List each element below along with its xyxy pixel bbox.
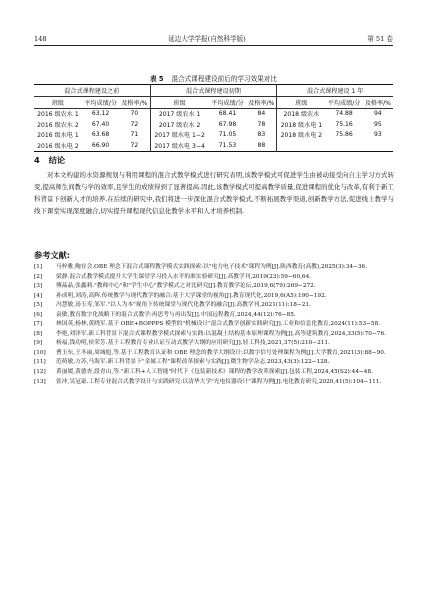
table-cell: 67.98 [218, 120, 237, 128]
table-cell [325, 140, 362, 151]
column-header: 平均成绩/分 [82, 97, 119, 109]
column-header: 平均成绩/分 [325, 97, 362, 109]
reference-item [34, 358, 394, 368]
reference-number: [11] [34, 359, 46, 366]
reference-item [34, 339, 394, 349]
column-header: 班级 [277, 97, 325, 109]
section-heading-conclusion [34, 155, 65, 166]
table-row [34, 140, 393, 151]
reference-number: [7] [34, 321, 43, 328]
table-cell: 84 [257, 110, 266, 118]
column-header: 及格率/% [246, 97, 277, 109]
column-header: 班级 [150, 97, 209, 109]
table-cell: 78 [257, 120, 266, 128]
table-cell: 83 [257, 131, 266, 139]
column-header: 平均成绩/分 [209, 97, 246, 109]
table-cell: 68.41 [218, 110, 237, 118]
table-cell: 67.40 [91, 120, 110, 128]
table-column-row [34, 97, 393, 109]
table-row [34, 119, 393, 130]
reference-number: [8] [34, 330, 43, 337]
table-cell: 72 [130, 120, 139, 128]
table-cell: 63.12 [91, 110, 110, 118]
table-cell: 88 [257, 141, 266, 149]
table-cell: 2016 级农水 2 [37, 121, 79, 129]
reference-item [34, 330, 394, 340]
conclusion-paragraph: 对本文构建的水资源规划与利用课程的混合式教学模式进行研究表明,该教学模式可促进学生由被动接受向自主学习方式转变,提高师生间教与学的效率,且学生的成绩得到了显著提高.因此,该教学模式可提高教学质量,促进课程的优化与改革,有利于新工科背景下创新人才的培养.在后续的研究中,我们将进一步深化混合式教学模式,不断拓展教学渠道,创新教学方法,促进线上教学与线下课堂实现深度融合,切实提升课程现代信息化教学水平和人才培养机制. [34, 171, 394, 216]
table-cell: 75.86 [335, 131, 353, 139]
reference-item [34, 292, 394, 302]
table-cell: 2017 级农水 1 [150, 108, 209, 119]
table-cell: 2017 级农水 2 [150, 119, 209, 130]
reference-item [34, 320, 394, 330]
reference-text: 冯慧敏,汤玉寿,邹军."以人为本"视角下传统课堂与现代化教学的融合[J].高教学刊,2021(11):18−21. [56, 302, 311, 309]
reference-number: [4] [34, 292, 43, 299]
reference-item [34, 263, 394, 273]
reference-number: [1] [34, 264, 43, 270]
table-row [34, 130, 393, 141]
table-cell: 2018 级水电 1 [277, 119, 325, 130]
reference-item [34, 349, 394, 359]
section-number: 4 [34, 155, 40, 165]
reference-number: [13] [34, 378, 46, 385]
table-cell: 71.05 [218, 131, 237, 139]
reference-text: 曹玉东,王冬丽,周城旭,等.基于工程教育认证和 OBE 理念的教学大纲设计:以数字信号处理课程为例[J].大学教育,2021(3):88−90. [56, 349, 386, 356]
table-cell: 63.68 [91, 131, 110, 139]
table-cell: 93 [374, 131, 382, 139]
table-cell: 2018 级农水 [277, 108, 325, 119]
table-cell: 2016 级农水 1 [37, 111, 79, 119]
reference-text: 张冲,吴冠豪.工程专业混合式教学设计与实践研究:以清华大学"光电仪器设计"课程为例[J].电化教育研究,2020,41(5):104−111. [56, 378, 382, 385]
reference-item [34, 368, 394, 378]
table-caption-text: 混合式课程建设前后的学习效果对比 [171, 75, 277, 83]
reference-text: 林国英,杨林,黄晓军.基于 OBE+BOPPPS 模型的"机械设计"混合式教学创新实践研究[J].工业和信息化教育,2024(11):53−58. [56, 321, 381, 328]
table-cell: 2017 级水电 3−4 [150, 140, 209, 151]
table-cell: 2016 级水电 2 [37, 142, 79, 150]
table-cell: 70 [130, 110, 139, 118]
reference-text: 袁敏.教育数字化战略下的混合式教学:再思考与再出发[J].中国远程教育,2024,44(12):76−85. [56, 311, 296, 318]
reference-number: [3] [34, 283, 43, 290]
group-header: 混合式课程建设之前 [34, 85, 150, 97]
table-cell: 95 [374, 120, 382, 128]
table-caption [34, 73, 393, 83]
reference-number: [12] [34, 369, 46, 376]
reference-number: [2] [34, 273, 43, 280]
table-cell: 72 [130, 141, 139, 149]
group-header: 混合式课程建设 1 年 [277, 85, 393, 97]
table-group-row [34, 85, 393, 97]
table-cell: 2018 级水电 2 [277, 130, 325, 141]
reference-number: [6] [34, 311, 43, 318]
reference-item [34, 301, 394, 311]
table-cell: 74.88 [335, 110, 353, 118]
running-header [34, 31, 393, 46]
table-cell: 75.16 [335, 120, 353, 128]
reference-list [34, 263, 394, 387]
table-label: 表 5 [150, 75, 164, 83]
reference-number: [10] [34, 349, 46, 356]
table-cell: 71.53 [218, 141, 237, 149]
reference-text: 杨福,钱功明,侯荣芳.基于工程教育专业认证互动式教学大纲的应用研究[J].轻工科技,2021,37(5):210−211. [56, 340, 330, 347]
reference-item [34, 273, 394, 283]
reference-text: 李艳,刘泽军.新工科背景下混合式课程教学模式探索与实践:以混凝土结构基本原理课程为例[J].高等建筑教育,2024,33(5):70−76. [56, 330, 386, 337]
section-title: 结论 [48, 155, 66, 165]
results-table [34, 84, 393, 152]
group-header: 混合式课程建设初期 [150, 85, 277, 97]
reference-item [34, 378, 394, 388]
reference-text: 黄丽媛,黄德杏,段青山,等."新工科+人工智能"时代下《包装新技术》课程的教学改革探索[J].包装工程,2024,45(S2):44−48. [56, 369, 373, 376]
references-heading: 参考文献: [34, 250, 71, 260]
reference-text: 孙成明,刘涛,高辉.传统教学与现代教学的融合:基于大学课堂的视角[J].教育现代化,2019,6(A5):190−192. [56, 292, 327, 299]
reference-number: [5] [34, 302, 43, 309]
journal-name: 延边大学学报(自然科学版) [168, 35, 246, 43]
table-row [34, 108, 393, 119]
reference-text: 梁静.混合式教学模式提升大学生课堂学习投入水平的准实验研究[J].高教学刊,2019(23):59−60,64. [56, 273, 312, 280]
reference-item [34, 311, 394, 321]
reference-text: 马梓雅,鲍存会.OBE 理念下混合式课程教学模式实践探索:以"电力电子技术"课程为例[J].陕西教育(高教),2025(3):34−36. [56, 264, 368, 270]
table-cell: 66.90 [91, 141, 110, 149]
reference-text: 傅晶晶,张鑫莉."教师中心"和"学生中心"教学模式之对比研究[J].教育教学论坛,2019,6(79):269−272. [56, 283, 316, 290]
table-cell [277, 140, 325, 151]
table-cell: 71 [130, 131, 139, 139]
reference-text: 范萌敏,方苏,马海军.新工科背景下"金属工程"课程改革探索与实践[J].微生物学杂志,2023,43(3):122−128. [56, 359, 330, 366]
column-header: 及格率/% [119, 97, 150, 109]
reference-number: [9] [34, 340, 43, 347]
page-number: 148 [34, 35, 47, 43]
column-header: 及格率/% [363, 97, 393, 109]
table-cell: 2017 级水电 1−2 [150, 130, 209, 141]
table-cell: 94 [374, 110, 382, 118]
table-cell: 2016 级水电 1 [37, 132, 79, 140]
volume-number: 第 51 卷 [367, 35, 393, 43]
reference-item [34, 282, 394, 292]
table-cell [363, 140, 393, 151]
column-header: 班级 [34, 97, 82, 109]
